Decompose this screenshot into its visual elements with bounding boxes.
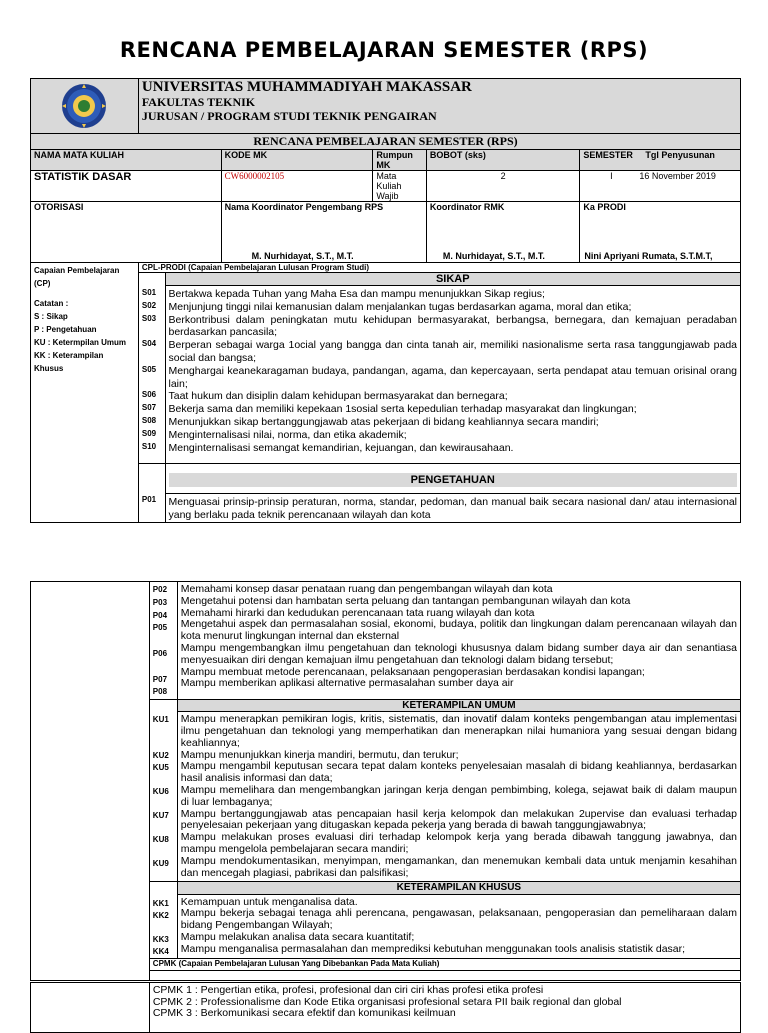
list-item: Mampu bekerja sebagai tenaga ahli perencana, pengawasan, pelaksanaan, pengoperasian dan pemeliharaan dalam bidang Pengembangan Wilayah; (180, 907, 737, 932)
coord-rps-label: Nama Koordinator Pengembang RPS (224, 202, 384, 212)
rps-table-cpmk (30, 982, 741, 1033)
pengetahuan-codes: P02 P03 P04 P05 P06 P07 P08 (149, 582, 177, 700)
document-title: RENCANA PEMBELAJARAN SEMESTER (RPS) (119, 38, 649, 62)
ka-prodi-cell (580, 202, 741, 263)
cpmk-side-cell (31, 983, 150, 1033)
list-item: CPMK 2 : Professionalisme dan Kode Etika organisasi profesional setara PII baik regional dan global (152, 995, 622, 1008)
pengetahuan-heading: PENGETAHUAN (169, 473, 738, 487)
kk-items (177, 894, 740, 959)
coord-rps-cell (221, 202, 426, 263)
note-pengetahuan: P : Pengetahuan (34, 325, 97, 334)
list-item: Bertakwa kepada Tuhan yang Maha Esa dan mampu menunjukkan Sikap regius; (168, 288, 545, 300)
list-item: Mampu mendokumentasikan, menyimpan, mengamankan, dan menemukan kembali data untuk menjamin kesahihan dan mencegah plagiasi, pabrikasi dan palsifikasi; (180, 854, 737, 879)
course-date: 16 November 2019 (639, 171, 716, 181)
department-name: JURUSAN / PROGRAM STUDI TEKNIK PENGAIRAN (141, 109, 437, 123)
notes-title: Catatan : (34, 299, 69, 308)
university-logo-icon (56, 82, 112, 130)
list-item: Mampu mengambil keputusan secara tepat dalam konteks penyelesaian masalah di bidang keahliannya, berdasarkan hasil analisis informasi dan data; (180, 760, 737, 785)
ku-items (177, 712, 740, 882)
list-item: Menunjukkan sikap bertanggungjawab atas pekerjaan di bidang keahliannya secara mandiri; (168, 415, 599, 428)
list-item: Berperan sebagai warga 1ocial yang bangga dan cinta tanah air, memiliki nasionalisme serta rasa tanggungjawab pada social dan bangsa; (168, 339, 737, 364)
list-item: Mampu menerapkan pemikiran logis, kritis, sistematis, dan inovatif dalam konteks pengembangan atau implementasi ilmu pengetahuan dan teknologi yang memperhatikan dan menerapkan nilai humaniora yang sesuai dengan bidang keahliannya; (180, 713, 737, 749)
course-credits: 2 (426, 171, 579, 202)
list-item: Menginternalisasi semangat kemandirian, kejuangan, dan kewirausahaan. (168, 441, 514, 454)
course-semester-date (580, 171, 741, 202)
pengetahuan-items (177, 582, 740, 700)
header-cell (138, 79, 740, 134)
list-item: Mampu menunjukkan kinerja mandiri, bermutu, dan terukur; (180, 748, 459, 761)
list-item: Kemampuan untuk menganalisa data. (180, 895, 358, 908)
rps-table-page-2 (30, 581, 741, 981)
list-item: Mengetahui potensi dan hambatan serta peluang dan tantangan pembangunan wilayah dan kota (180, 594, 631, 607)
list-item: Mampu bertanggungjawab atas pencapaian hasil kerja kelompok dan melakukan 2upervise dan evaluasi terhadap penyelesaian pekerjaan yang ditugaskan kepada pekerja yang berada di bawah tanggungjawabnya; (180, 807, 737, 832)
p01-item: Menguasai prinsip-prinsip peraturan, norma, standar, pedoman, dan manual baik secara nasional dan/ atau internasional yang berlaku pada teknik perencanaan wilayah dan kota (165, 494, 741, 523)
cpmk-items (149, 983, 740, 1033)
list-item: Mampu menganalisa permasalahan dan memprediksi kebutuhan menggunakan tools analisis statistik dasar; (180, 942, 686, 955)
list-item: Memahami hirarki dan kedudukan perencanaan tata ruang wilayah dan kota (180, 606, 535, 619)
list-item: Menghargai keanekaragaman budaya, pandangan, agama, dan kepercayaan, serta pendapat atau temuan orisinal orang lain; (168, 364, 737, 390)
list-item: Mampu memelihara dan mengembangkan jaringan kerja dengan pembimbing, kolega, sejawat baik di dalam maupun di luar lembaganya; (180, 783, 737, 808)
sikap-heading: SIKAP (165, 273, 741, 286)
list-item: Mampu membuat metode perencanaan, pelaksanaan pengoperasian berdasakan kondisi lapangan; (180, 665, 645, 678)
list-item: Memahami konsep dasar penataan ruang dan pengembangan wilayah dan kota (180, 583, 553, 595)
label-course-name: NAMA MATA KULIAH (31, 150, 222, 171)
course-semester: I (610, 171, 613, 181)
list-item: Bekerja sama dan memiliki kepekaan 1sosial serta kepedulian terhadap masyarakat dan lingkungan; (168, 403, 637, 416)
coord-rmk-label: Koordinator RMK (429, 202, 505, 212)
note-ku: KU : Ketermpilan Umum (34, 338, 127, 347)
label-course-group: Rumpun MK (373, 150, 427, 171)
course-name: STATISTIK DASAR (31, 171, 222, 202)
kk-codes: KK1 KK2 KK3 KK4 (149, 882, 177, 959)
list-item: Mampu melakukan proses evaluasi diri terhadap kelompok kerja yang berada dibawah tanggung jawabnya, dan mampu mengelola pembelajaran secara mandiri; (180, 831, 737, 855)
coord-rmk-cell (426, 202, 579, 263)
list-item: Mampu memberikan aplikasi alternative permasalahan sumber daya air (180, 677, 514, 690)
sikap-items (165, 286, 741, 464)
ka-prodi-name: Nini Apriyani Rumata, S.T.M.T, (584, 251, 713, 261)
cp-label: Capaian Pembelajaran (CP) (34, 266, 120, 288)
logo-cell (31, 79, 139, 134)
list-item: Mampu mengembangkan ilmu pengetahuan dan teknologi khususnya dalam bidang sumber daya air dan senantiasa menyesuaikan diri dengan kemajuan ilmu pengetahuan dan teknologi dalam bidang tersebut; (180, 641, 737, 666)
list-item: Berkontribusi dalam peningkatan mutu kehidupan bermasyarakat, berbangsa, bernegara, dan kemajuan peradaban berdasarkan pancasila; (168, 313, 737, 339)
ku-codes: KU1 KU2 KU5 KU6 KU7 KU8 KU9 (149, 700, 177, 882)
label-semester-date (580, 150, 741, 171)
blank-side-cell (31, 582, 150, 981)
p01-code: P01 (138, 464, 165, 523)
list-item: Menjunjung tinggi nilai kemanusian dalam menjalankan tugas berdasarkan agama, moral dan etika; (168, 300, 632, 313)
coord-rps-name: M. Nurhidayat, S.T., M.T. (251, 251, 354, 261)
pengetahuan-heading-cell (165, 464, 741, 494)
university-name: UNIVERSITAS MUHAMMADIYAH MAKASSAR (141, 79, 472, 95)
label-credits: BOBOT (sks) (426, 150, 579, 171)
list-item: Taat hukum dan disiplin dalam kehidupan bermasyarakat dan bernegara; (168, 390, 508, 403)
faculty-name: FAKULTAS TEKNIK (141, 95, 256, 109)
label-date: Tgl Penyusunan (645, 150, 715, 160)
table-doc-title: RENCANA PEMBELAJARAN SEMESTER (RPS) (31, 134, 741, 150)
spacer-row (149, 971, 740, 981)
coord-rmk-name: M. Nurhidayat, S.T., M.T. (442, 251, 545, 261)
cp-side-cell (31, 263, 139, 523)
cpl-heading: CPL-PRODI (Capaian Pembelajaran Lulusan Program Studi) (138, 263, 740, 273)
list-item: Mampu melakukan analisa data secara kuantitatif; (180, 931, 415, 944)
list-item: CPMK 1 : Pengertian etika, profesi, profesional dan ciri ciri khas profesi etika profesi (152, 984, 544, 996)
authorization-label: OTORISASI (31, 202, 222, 263)
ka-prodi-label: Ka PRODI (583, 202, 626, 212)
course-code: CW6000002105 (221, 171, 373, 202)
sikap-codes: S01 S02 S03 S04 S05 S06 S07 S08 S09 S10 (138, 273, 165, 464)
note-sikap: S : Sikap (34, 312, 68, 321)
list-item: Menginternalisasi nilai, norma, dan etika akademik; (168, 428, 407, 441)
rps-table-page-1 (30, 78, 741, 523)
label-course-code: KODE MK (221, 150, 373, 171)
kk-heading: KETERAMPILAN KHUSUS (177, 882, 740, 894)
course-group: Mata Kuliah Wajib (373, 171, 427, 202)
list-item: CPMK 3 : Berkomunikasi secara efektif dan komunikasi keilmuan (152, 1007, 456, 1019)
ku-heading: KETERAMPILAN UMUM (177, 700, 740, 712)
cpmk-heading: CPMK (Capaian Pembelajaran Lulusan Yang Dibebankan Pada Mata Kuliah) (149, 959, 740, 971)
label-semester: SEMESTER (583, 150, 633, 160)
note-kk: KK : Keterampilan Khusus (34, 351, 104, 373)
list-item: Mengetahui aspek dan permasalahan sosial, ekonomi, budaya, politik dan lingkungan dalam perencanaan wilayah dan kota menurut lingkungan internal dan eksternal (180, 618, 737, 643)
